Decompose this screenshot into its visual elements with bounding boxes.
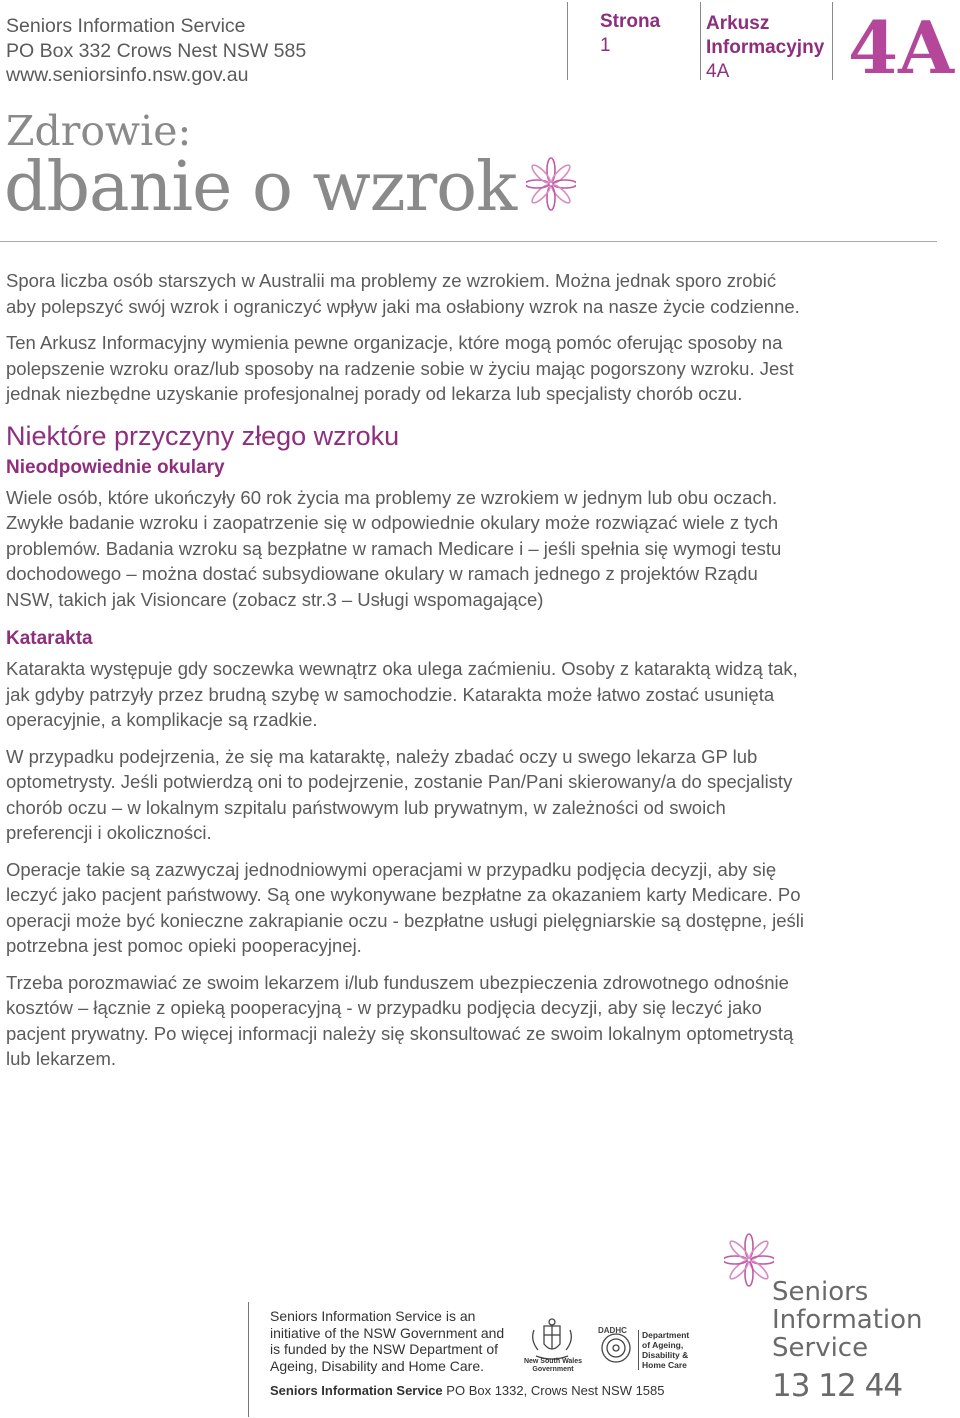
dadhc-department-line: Disability &: [642, 1350, 689, 1360]
footer-statement-line: Seniors Information Service is an: [270, 1308, 476, 1324]
org-name: Seniors Information Service: [6, 15, 246, 37]
page-label: Strona: [600, 11, 661, 32]
dadhc-department-line: Department: [642, 1330, 690, 1340]
sheet-indicator: [706, 12, 824, 84]
footer-statement-line: Ageing, Disability and Home Care.: [270, 1357, 484, 1374]
subsection-heading: Nieodpowiednie okulary: [6, 456, 225, 478]
sis-logo: [772, 1278, 923, 1362]
footer-address-rest: PO Box 1332, Crows Nest NSW 1585: [446, 1383, 665, 1398]
flower-icon: [724, 1232, 774, 1288]
footer-address-name: Seniors Information Service: [270, 1383, 443, 1398]
sheet-label-line1: Arkusz: [706, 13, 770, 34]
header-divider: [700, 2, 701, 80]
sheet-number: 4A: [706, 61, 730, 82]
sis-logo-line: Service: [772, 1333, 869, 1363]
page-number: 1: [600, 35, 611, 56]
sis-phone[interactable]: 13 12 44: [772, 1368, 903, 1404]
footer-address: [270, 1383, 665, 1398]
footer-statement-line: initiative of the NSW Government and: [270, 1324, 505, 1341]
dadhc-logo-text: DADHC: [598, 1326, 627, 1335]
sis-logo-line: Information: [772, 1305, 923, 1335]
body-paragraph: Trzeba porozmawiać ze swoim lekarzem i/lub funduszem ubezpieczenia zdrowotnego odnośnie kosztów – łącznie z opieką pooperacyjną - w przypadku podjęcia decyzji, aby się leczyć jako pacjent prywatny. Po więcej informacji należy się skonsultować ze swoim lokalnym optometrystą lub lekarzem.: [6, 971, 794, 1069]
sheet-label-line2: Informacyjny: [706, 37, 825, 58]
intro-paragraph: Spora liczba osób starszych w Australii ma problemy ze wzrokiem. Można jednak sporo zrobić aby polepszyć swój wzrok i ograniczyć wpływ jaki ma osłabiony wzrok na nasze życie codzienne.: [6, 270, 800, 317]
title-category: Zdrowie:: [6, 107, 192, 155]
subsection-heading: Katarakta: [6, 628, 93, 649]
footer-divider: [248, 1302, 249, 1417]
footer-statement-line: is funded by the NSW Department of: [270, 1341, 498, 1357]
org-info: [6, 14, 306, 88]
section-heading: Niektóre przyczyny złego wzroku: [6, 420, 400, 451]
body-paragraph: Katarakta występuje gdy soczewka wewnątrz oka ulega zaćmieniu. Osoby z kataraktą widzą tak, jak gdyby patrzyły przez brudną szybę w samochodzie. Katarakta może łatwo zostać usunięta operacyjnie, a komplikacje są rzadkie.: [6, 658, 798, 730]
sis-logo-line: Seniors: [772, 1277, 869, 1307]
sheet-code: 4A: [848, 5, 954, 90]
dadhc-department-name: [638, 1330, 689, 1370]
body-paragraph: Operacje takie są zazwyczaj jednodniowymi operacjami w przypadku podjęcia decyzji, aby się leczyć jako pacjent państwowy. Są one wykonywane bezpłatne za okazaniem karty Medicare. Po operacji może być konieczne zakrapianie oczu - bezpłatne usługi pielęgniarskie są dostępne, jeśli potrzebna jest pomoc opieki pooperacyjnej.: [6, 858, 805, 956]
intro-paragraph: Ten Arkusz Informacyjny wymienia pewne organizacje, które mogą pomóc oferując sposoby na polepszenie wzroku oraz/lub sposoby na radzenie sobie w życiu mając pogorszony wzroku. Jest jednak niezbędne uzyskanie profesjonalnej porady od lekarza lub specjalisty chorób oczu.: [6, 332, 794, 404]
flower-icon: [526, 156, 576, 212]
page-title: dbanie o wzrok: [4, 148, 517, 227]
nsw-gov-logo-text: New South Wales Government: [523, 1358, 583, 1373]
org-address: PO Box 332 Crows Nest NSW 585: [6, 39, 307, 62]
body-paragraph: W przypadku podejrzenia, że się ma kataraktę, należy zbadać oczy u swego lekarza GP lub optometrysty. Jeśli potwierdzą oni to podejrzenie, zostanie Pan/Pani skierowany/a do specjalisty chorób oczu – w lokalnym szpitalu państwowym lub prywatnym, w zależności od swoich preferencji i okoliczności.: [6, 745, 793, 843]
dadhc-department-line: Home Care: [642, 1360, 687, 1370]
body-paragraph: Wiele osób, które ukończyły 60 rok życia ma problemy ze wzrokiem w jednym lub obu oczach. Zwykłe badanie wzroku i zaopatrzenie się w odpowiednie okulary może rozwiązać wiele z tych problemów. Badania wzroku są bezpłatne w ramach Medicare i – jeśli spełnia się wymogi testu dochodowego – można dostać subsydiowane okulary w ramach jednego z projektów Rządu NSW, takich jak Visioncare (zobacz str.3 – Usługi wspomagające): [6, 486, 782, 610]
org-website[interactable]: www.seniorsinfo.nsw.gov.au: [6, 64, 249, 86]
dadhc-department-line: of Ageing,: [642, 1340, 684, 1350]
header-divider: [567, 2, 568, 80]
main-content: [6, 268, 806, 1072]
title-divider: [0, 241, 937, 242]
header-divider: [832, 2, 833, 80]
footer-statement: [270, 1308, 504, 1374]
page-indicator: [600, 10, 660, 58]
